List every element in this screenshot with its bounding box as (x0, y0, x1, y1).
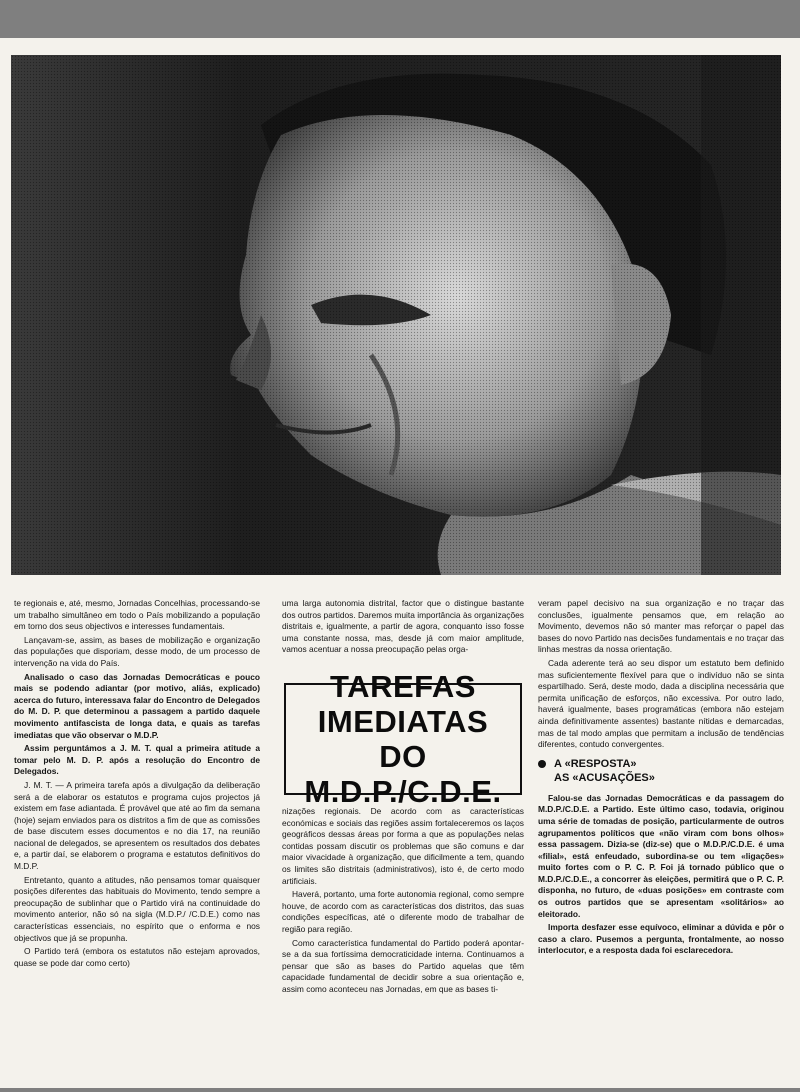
article-paragraph: Como característica fundamental do Partido poderá apontar-se a da sua fortíssima democraticidade interna. Continuamos a pensar que são as bases do Partido aquelas que têm capacidade fundamental de decidir sobre a sua orientação e, assim como aconteceu nas Jornadas, em que as bases ti- (282, 937, 524, 994)
column-3-top-paragraphs (538, 598, 784, 751)
headline-box (284, 669, 522, 809)
bullet-icon (538, 760, 546, 768)
article-paragraph: Importa desfazer esse equívoco, eliminar a dúvida e pôr o caso a claro. Pusemos a pergunta, frontalmente, ao nosso interlocutor, e a resposta dada foi esclarecedora. (538, 922, 784, 956)
portrait-illustration (11, 55, 781, 575)
article-column-2-bottom (282, 806, 524, 1048)
article-paragraph: O Partido terá (embora os estatutos não estejam aprovados, quase se pode dar como certo) (14, 946, 260, 968)
article-paragraph: veram papel decisivo na sua organização e no traçar das conclusões, igualmente pensamos que, em relação ao Movimento, devemos não só manter mas reforçar o papel das bases do novo Partido nas decisões fundamentais e no traçar das linhas mestras da nossa orientação. (538, 598, 784, 655)
article-paragraph: Entretanto, quanto a atitudes, não pensamos tomar quaisquer posições diferentes das habituais do Movimento, tendo sempre a preocupação de sublinhar que o Partido virá na continuidade do movimento anterior, não só na sigla (M.D.P./ /C.D.E.) como nas características essenciais, no espírito que o enforma e nos objectivos que já se propunha. (14, 874, 260, 943)
article-paragraph: Falou-se das Jornadas Democráticas e da passagem do M.D.P./C.D.E. a Partido. Este último caso, todavia, originou uma série de tomadas de posição, particularmente de outros agrupamentos políticos que «não viram com bons olhos» essa passagem. Dizia-se (diz-se) que o M.D.P./C.D.E. é uma «filial», está enfeudado, subordina-se ou tem «ligações» muito fortes com o P. C. P. Foi já tornado público que o M.D.P./C.D.E., a concorrer às eleições, permitirá que o P. C. P. disponha, no futuro, de «duas posições» em contraste com os outros partidos que se apresentam «solitários» ao eleitorado. (538, 792, 784, 919)
section-heading-line-2: AS «ACUSAÇÕES» (554, 771, 655, 784)
headline-line-2: IMEDIATAS (317, 704, 489, 739)
article-paragraph: Assim perguntámos a J. M. T. qual a primeira atitude a tomar pelo M. D. P. após a resolução do Encontro de Delegados. (14, 743, 260, 777)
column-3-bottom-paragraphs (538, 793, 784, 957)
article-column-3 (538, 598, 784, 1048)
article-paragraph: Analisado o caso das Jornadas Democráticas e pouco mais se podendo adiantar (por motivo, aliás, explicado) acerca do futuro, interessava falar do Encontro de Delegados do M. D. P. que determinou a passagem a partido daquele movimento antifascista de longa data, e quais as tarefas imediatas que vão observar o M.D.P. (14, 671, 260, 740)
article-paragraph: J. M. T. — A primeira tarefa após a divulgação da deliberação será a de elaborar os estatutos e programa cujos projectos já existem em fase adiantada. É provável que até ao fim da semana (hoje) sejam enviados para os distritos a fim de que as comissões de base discutem esses documentos e no dia 17, na reunião nacional de delegados, se apresentem os resultados dos debates e, a partir daí, se elaborem o programa e estatutos definitivos do M.D.P. (14, 779, 260, 872)
article-paragraph: Cada aderente terá ao seu dispor um estatuto bem definido mas suficientemente flexível para que o indivíduo não se sinta espartilhado. Será, deste modo, dada a disciplina necessária que permita unificação de esforços, não excessiva. Por outro lado, haverá igualmente, bases programáticas (embora não estejam ainda definitivamente assentes) bastante nítidas e demarcadas, mas de tal modo amplas que permitam a inclusão de tendências diferentes, contudo convergentes. (538, 657, 784, 750)
article-paragraph: Haverá, portanto, uma forte autonomia regional, como sempre houve, de acordo com as características dos distritos, das suas condições específicas, até o diferente modo de trabalhar de região para região. (282, 889, 524, 934)
portrait-photo (11, 55, 781, 575)
article-paragraph: uma larga autonomia distrital, factor que o distingue bastante dos outros partidos. Daremos muita importância às organizações distritais e, igualmente, a partir de agora, conquanto isso fosse uma constante nossa, mas, desde já com maior amplitude, vamos acentuar a nossa preocupação pelas orga- (282, 598, 524, 655)
article-column-1 (14, 598, 260, 1048)
headline-line-1: TAREFAS (330, 669, 476, 704)
section-heading (538, 757, 784, 785)
article-column-2-top (282, 598, 524, 680)
article-paragraph: nizações regionais. De acordo com as características económicas e sociais das regiões assim fortaleceremos os laços geográficos dessas áreas por forma a que as populações nelas contidas possam discutir os problemas que são comuns e dar maior vivacidade à organização, que dificilmente a tem, quando os limites são distritais (administrativos), isto é, de certo modo artificiais. (282, 806, 524, 886)
section-heading-line-1: A «RESPOSTA» (554, 757, 637, 770)
headline-line-3: DO M.D.P./C.D.E. (304, 739, 502, 809)
article-paragraph: Lançavam-se, assim, as bases de mobilização e organização das populações que disporiam, desse modo, de um processo de intervenção na vida do País. (14, 634, 260, 668)
article-paragraph: te regionais e, até, mesmo, Jornadas Concelhias, processando-se um trabalho simultâneo em todo o País mobilizando a população em torno dos seus objectivos e interesses fundamentais. (14, 598, 260, 632)
